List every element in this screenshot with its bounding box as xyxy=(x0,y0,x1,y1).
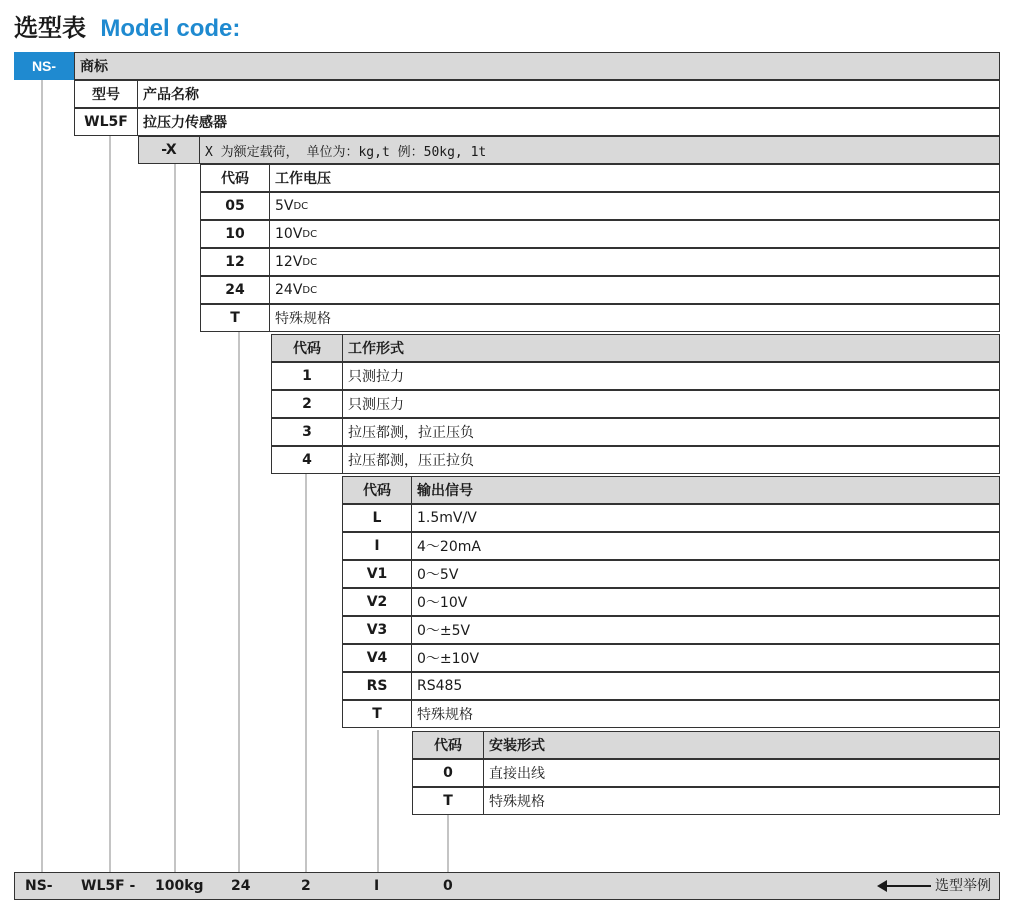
mode-value: 只测拉力 xyxy=(342,362,1000,390)
signal-code: RS xyxy=(342,672,412,700)
signal-code: V4 xyxy=(342,644,412,672)
voltage-value-main: 10V xyxy=(275,226,303,242)
voltage-value-main: 特殊规格 xyxy=(275,311,331,327)
example-note-label: 选型举例 xyxy=(935,878,991,894)
voltage-value-main: 12V xyxy=(275,254,303,270)
connector-load xyxy=(174,164,176,872)
connector-signal xyxy=(377,730,379,872)
page-title xyxy=(14,8,240,43)
signal-code: V1 xyxy=(342,560,412,588)
mode-code: 4 xyxy=(271,446,343,474)
signal-code-header: 代码 xyxy=(342,476,412,504)
mode-code: 2 xyxy=(271,390,343,418)
voltage-code: 24 xyxy=(200,276,270,304)
voltage-code: 12 xyxy=(200,248,270,276)
voltage-value-sub: DC xyxy=(302,284,318,296)
install-code-header: 代码 xyxy=(412,731,484,759)
voltage-value xyxy=(269,192,1000,220)
connector-prefix xyxy=(41,80,43,872)
signal-value: 4～20mA xyxy=(411,532,1000,560)
product-name: 拉压力传感器 xyxy=(137,108,1000,136)
signal-value: 1.5mV/V xyxy=(411,504,1000,532)
example-note xyxy=(885,873,991,899)
title-zh: 选型表 xyxy=(14,14,86,42)
signal-code: V2 xyxy=(342,588,412,616)
example-load: 100kg xyxy=(155,878,204,894)
mode-code-header: 代码 xyxy=(271,334,343,362)
voltage-value xyxy=(269,220,1000,248)
signal-value: 0～5V xyxy=(411,560,1000,588)
voltage-value-main: 5V xyxy=(275,198,294,214)
signal-code: I xyxy=(342,532,412,560)
voltage-value-sub: DC xyxy=(302,256,318,268)
example-install: 0 xyxy=(443,878,453,894)
product-label: 产品名称 xyxy=(137,80,1000,108)
arrow-left-icon xyxy=(885,885,931,887)
selection-example-bar xyxy=(14,872,1000,900)
signal-code: T xyxy=(342,700,412,728)
signal-value: 特殊规格 xyxy=(411,700,1000,728)
voltage-value xyxy=(269,276,1000,304)
mode-code: 1 xyxy=(271,362,343,390)
title-en: Model code: xyxy=(100,15,241,42)
example-prefix: NS- xyxy=(25,878,53,894)
mode-desc-header: 工作形式 xyxy=(342,334,1000,362)
signal-code: L xyxy=(342,504,412,532)
connector-install xyxy=(447,815,449,872)
example-voltage: 24 xyxy=(231,878,251,894)
signal-value: RS485 xyxy=(411,672,1000,700)
voltage-value-sub: DC xyxy=(293,200,309,212)
prefix-badge: NS- xyxy=(14,52,74,80)
load-description: X 为额定载荷， 单位为：kg,t 例：50kg, 1t xyxy=(199,136,1000,164)
install-desc-header: 安装形式 xyxy=(483,731,1000,759)
install-code: 0 xyxy=(412,759,484,787)
voltage-value xyxy=(269,248,1000,276)
example-mode: 2 xyxy=(301,878,311,894)
voltage-desc-header: 工作电压 xyxy=(269,164,1000,192)
load-code: -X xyxy=(138,136,200,164)
voltage-code: 05 xyxy=(200,192,270,220)
signal-desc-header: 输出信号 xyxy=(411,476,1000,504)
voltage-value xyxy=(269,304,1000,332)
signal-code: V3 xyxy=(342,616,412,644)
example-signal: I xyxy=(374,878,380,894)
mode-value: 拉压都测，拉正压负 xyxy=(342,418,1000,446)
signal-value: 0～10V xyxy=(411,588,1000,616)
install-value: 直接出线 xyxy=(483,759,1000,787)
install-value: 特殊规格 xyxy=(483,787,1000,815)
install-code: T xyxy=(412,787,484,815)
voltage-value-sub: DC xyxy=(302,228,318,240)
signal-value: 0～±10V xyxy=(411,644,1000,672)
brand-label: 商标 xyxy=(74,52,1000,80)
signal-value: 0～±5V xyxy=(411,616,1000,644)
example-model: WL5F - xyxy=(81,878,136,894)
voltage-code: T xyxy=(200,304,270,332)
connector-model xyxy=(109,136,111,872)
mode-code: 3 xyxy=(271,418,343,446)
connector-mode xyxy=(305,474,307,872)
voltage-code-header: 代码 xyxy=(200,164,270,192)
model-code: WL5F xyxy=(74,108,138,136)
connector-voltage xyxy=(238,332,240,872)
mode-value: 只测压力 xyxy=(342,390,1000,418)
voltage-value-main: 24V xyxy=(275,282,303,298)
mode-value: 拉压都测，压正拉负 xyxy=(342,446,1000,474)
voltage-code: 10 xyxy=(200,220,270,248)
model-label: 型号 xyxy=(74,80,138,108)
